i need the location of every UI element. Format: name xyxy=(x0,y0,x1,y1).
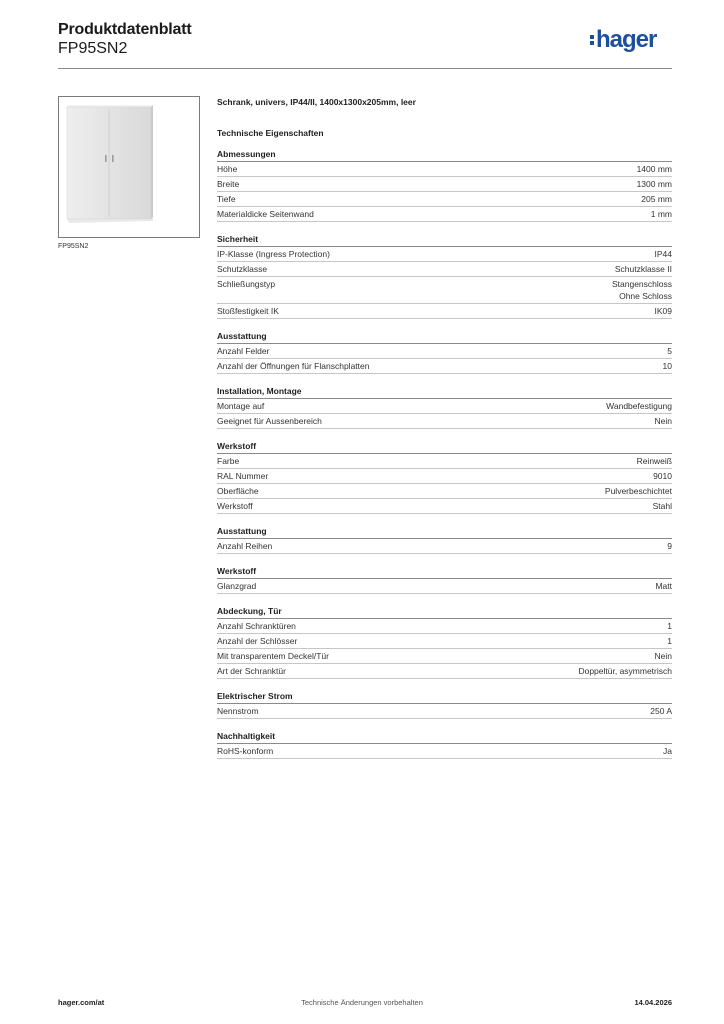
spec-value-line: Pulverbeschichtet xyxy=(604,486,672,496)
spec-label: Geeignet für Aussenbereich xyxy=(217,416,322,426)
spec-label: Oberfläche xyxy=(217,486,259,496)
spec-row xyxy=(217,359,672,374)
footer-website-link[interactable]: hager.com/at xyxy=(58,998,105,1007)
spec-value-line: 1 xyxy=(667,636,672,646)
spec-row xyxy=(217,192,672,207)
spec-section xyxy=(217,385,672,429)
spec-value-line: Matt xyxy=(655,581,672,591)
spec-label: RAL Nummer xyxy=(217,471,269,481)
section-title: Installation, Montage xyxy=(217,385,672,399)
spec-label: IP-Klasse (Ingress Protection) xyxy=(217,249,330,259)
spec-sections xyxy=(217,148,672,759)
spec-value-line: 1300 mm xyxy=(636,179,672,189)
spec-value-line: 9 xyxy=(667,541,672,551)
spec-row xyxy=(217,579,672,594)
spec-value-line: IP44 xyxy=(654,249,672,259)
spec-value-line: 1 xyxy=(667,621,672,631)
spec-value xyxy=(655,650,672,662)
product-description: Schrank, univers, IP44/II, 1400x1300x205mm, leer xyxy=(217,97,416,107)
spec-value-line: Stahl xyxy=(652,501,672,511)
spec-value xyxy=(641,193,672,205)
spec-label: Anzahl Felder xyxy=(217,346,270,356)
spec-value xyxy=(651,208,672,220)
section-title: Abmessungen xyxy=(217,148,672,162)
spec-label: Farbe xyxy=(217,456,240,466)
spec-value xyxy=(655,415,672,427)
spec-value xyxy=(612,278,672,302)
spec-section xyxy=(217,440,672,514)
spec-value-line: Nein xyxy=(654,416,672,426)
spec-value xyxy=(605,485,672,497)
section-title: Sicherheit xyxy=(217,233,672,247)
spec-value xyxy=(663,745,672,757)
spec-value xyxy=(637,455,672,467)
spec-row xyxy=(217,539,672,554)
spec-row xyxy=(217,344,672,359)
spec-value-line: Ohne Schloss xyxy=(619,291,672,301)
spec-value-line: 5 xyxy=(667,346,672,356)
spec-section xyxy=(217,730,672,759)
spec-value xyxy=(663,360,672,372)
spec-label: Tiefe xyxy=(217,194,236,204)
spec-value xyxy=(578,665,672,677)
spec-value xyxy=(667,540,672,552)
spec-value xyxy=(606,400,672,412)
spec-row xyxy=(217,649,672,664)
logo-mark-icon xyxy=(590,35,594,45)
spec-row xyxy=(217,207,672,222)
spec-value-line: 9010 xyxy=(653,471,672,481)
spec-label: Werkstoff xyxy=(217,501,253,511)
spec-value-line: 250 A xyxy=(650,706,672,716)
spec-value xyxy=(667,345,672,357)
spec-section xyxy=(217,605,672,679)
spec-row xyxy=(217,744,672,759)
logo-wordmark: hager xyxy=(596,26,657,53)
spec-row xyxy=(217,454,672,469)
spec-section xyxy=(217,233,672,319)
spec-label: Höhe xyxy=(217,164,238,174)
section-title: Elektrischer Strom xyxy=(217,690,672,704)
technical-properties-heading: Technische Eigenschaften xyxy=(217,128,324,138)
spec-label: Anzahl Schranktüren xyxy=(217,621,296,631)
spec-label: Glanzgrad xyxy=(217,581,257,591)
spec-content xyxy=(217,97,672,770)
spec-label: Stoßfestigkeit IK xyxy=(217,306,279,316)
spec-row xyxy=(217,277,672,304)
spec-value-line: 205 mm xyxy=(641,194,672,204)
product-code: FP95SN2 xyxy=(58,40,128,57)
spec-value xyxy=(615,263,672,275)
section-title: Werkstoff xyxy=(217,565,672,579)
spec-row xyxy=(217,414,672,429)
spec-label: Anzahl der Öffnungen für Flanschplatten xyxy=(217,361,370,371)
spec-value-line: IK09 xyxy=(654,306,672,316)
spec-section xyxy=(217,330,672,374)
spec-value-line: 10 xyxy=(662,361,672,371)
spec-row xyxy=(217,304,672,319)
spec-value-line: 1400 mm xyxy=(636,164,672,174)
page-title: Produktdatenblatt xyxy=(58,21,192,38)
spec-value-line: Stangenschloss xyxy=(611,279,672,289)
spec-section xyxy=(217,690,672,719)
section-title: Nachhaltigkeit xyxy=(217,730,672,744)
spec-row xyxy=(217,619,672,634)
spec-label: Schutzklasse xyxy=(217,264,268,274)
footer-disclaimer: Technische Änderungen vorbehalten xyxy=(301,998,423,1007)
spec-value-line: Reinweiß xyxy=(636,456,672,466)
spec-value-line: 1 mm xyxy=(650,209,672,219)
image-caption: FP95SN2 xyxy=(58,243,89,250)
spec-row xyxy=(217,634,672,649)
spec-label: Art der Schranktür xyxy=(217,666,286,676)
spec-section xyxy=(217,565,672,594)
spec-value xyxy=(667,620,672,632)
spec-row xyxy=(217,664,672,679)
spec-value-line: Wandbefestigung xyxy=(606,401,672,411)
product-image xyxy=(58,96,200,238)
spec-label: RoHS-konform xyxy=(217,746,274,756)
spec-value-line: Nein xyxy=(654,651,672,661)
spec-value-line: Schutzklasse II xyxy=(614,264,672,274)
spec-row xyxy=(217,704,672,719)
spec-row xyxy=(217,262,672,277)
spec-value xyxy=(667,635,672,647)
spec-value xyxy=(655,248,673,260)
spec-row xyxy=(217,469,672,484)
spec-label: Materialdicke Seitenwand xyxy=(217,209,314,219)
spec-label: Anzahl Reihen xyxy=(217,541,273,551)
spec-section xyxy=(217,525,672,554)
spec-row xyxy=(217,177,672,192)
section-title: Ausstattung xyxy=(217,525,672,539)
spec-value xyxy=(637,163,672,175)
spec-label: Schließungstyp xyxy=(217,279,276,289)
section-title: Ausstattung xyxy=(217,330,672,344)
spec-value xyxy=(653,470,672,482)
spec-row xyxy=(217,499,672,514)
spec-value-line: Ja xyxy=(663,746,672,756)
spec-row xyxy=(217,484,672,499)
spec-row xyxy=(217,247,672,262)
footer-date: 14.04.2026 xyxy=(634,998,672,1007)
cabinet-image-icon xyxy=(59,97,199,237)
spec-value xyxy=(653,500,672,512)
spec-value-line: Doppeltür, asymmetrisch xyxy=(578,666,672,676)
hager-logo[interactable] xyxy=(590,28,656,52)
spec-row xyxy=(217,162,672,177)
spec-value xyxy=(650,705,672,717)
spec-value xyxy=(655,305,673,317)
section-title: Abdeckung, Tür xyxy=(217,605,672,619)
spec-section xyxy=(217,148,672,222)
spec-value xyxy=(637,178,672,190)
header-divider xyxy=(58,68,672,69)
spec-label: Nennstrom xyxy=(217,706,259,716)
spec-value xyxy=(655,580,672,592)
spec-label: Breite xyxy=(217,179,240,189)
section-title: Werkstoff xyxy=(217,440,672,454)
spec-label: Mit transparentem Deckel/Tür xyxy=(217,651,329,661)
spec-label: Anzahl der Schlösser xyxy=(217,636,298,646)
spec-row xyxy=(217,399,672,414)
spec-label: Montage auf xyxy=(217,401,265,411)
